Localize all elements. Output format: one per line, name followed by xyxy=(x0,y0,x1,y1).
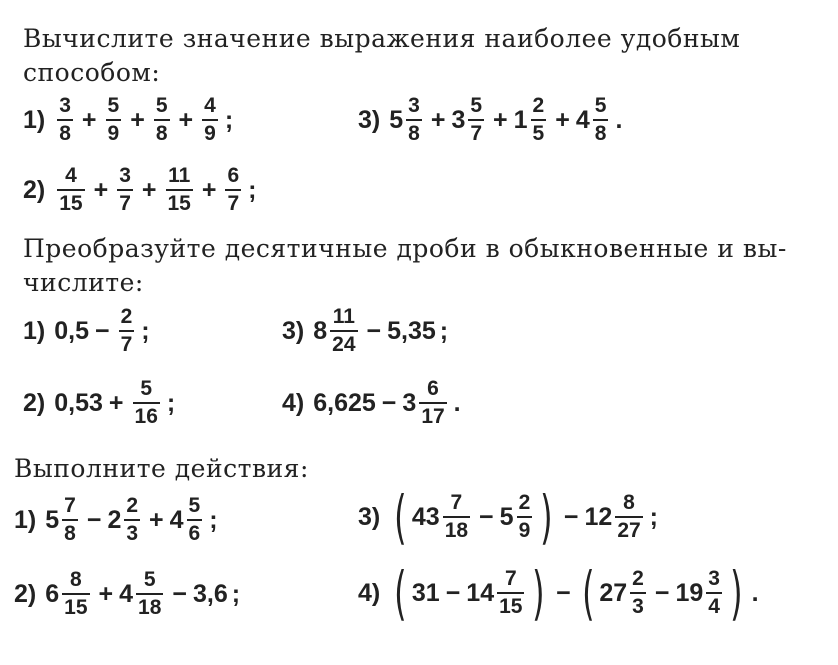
fraction: $\frac{8}{15}$ xyxy=(64,568,88,619)
punctuation: ; xyxy=(141,316,150,345)
minus-sign: − xyxy=(563,502,579,531)
exercise-number: 2) xyxy=(23,175,46,204)
plus-sign: + xyxy=(149,505,164,534)
punctuation: ; xyxy=(224,105,234,134)
punctuation: ; xyxy=(439,316,449,345)
fraction: $\frac{2}{9}$ xyxy=(518,491,531,542)
plus-sign: + xyxy=(178,105,194,134)
fraction: $\frac{7}{15}$ xyxy=(499,567,523,618)
task3-exercise-3: 3) ( 43 $\frac{7}{18}$ − 5 $\frac{2}{9}$ ) − 12 $\frac{8}{27}$ ; xyxy=(358,483,658,551)
task2-exercise-1: 1) 0,5 − $\frac{2}{7}$ ; xyxy=(23,305,150,356)
plus-sign: + xyxy=(493,105,508,134)
plus-sign: + xyxy=(555,105,570,134)
fraction: $\frac{5}{16}$ xyxy=(134,377,158,428)
punctuation: ; xyxy=(231,579,241,608)
task3-exercise-4: 4) ( 31 − 14 $\frac{7}{15}$ ) − ( 27 $\frac{2}{3}$ − 19 $\frac{3}{4}$ ) . xyxy=(358,559,759,627)
task2-heading-line1: Преобразуйте десятичные дроби в обыкновенные и вы- xyxy=(23,234,787,263)
minus-sign: − xyxy=(445,578,461,607)
fraction: $\frac{11}{24}$ xyxy=(332,305,356,356)
plus-sign: + xyxy=(430,105,446,134)
right-parenthesis: ) xyxy=(730,559,743,627)
task1-exercise-1 xyxy=(23,94,233,146)
fraction: $\frac{5}{6}$ xyxy=(188,494,201,545)
fraction: $\frac{6}{7}$ xyxy=(227,164,240,215)
exercise-number: 4) xyxy=(282,388,305,417)
right-parenthesis: ) xyxy=(540,483,553,551)
plus-sign: + xyxy=(201,175,217,204)
fraction: $\frac{6}{17}$ xyxy=(421,377,445,428)
exercise-number: 3) xyxy=(358,105,381,134)
fraction: $\frac{5}{9}$ xyxy=(107,94,120,145)
exercise-number: 1) xyxy=(23,105,46,134)
task1-exercise-2 xyxy=(23,164,256,216)
plus-sign: + xyxy=(130,105,145,134)
punctuation: ; xyxy=(166,388,176,417)
punctuation: . xyxy=(615,105,623,134)
minus-sign: − xyxy=(479,502,494,531)
fraction: $\frac{4}{15}$ xyxy=(59,164,83,215)
exercise-number: 4) xyxy=(358,578,381,607)
punctuation: . xyxy=(751,578,759,607)
plus-sign: + xyxy=(141,175,157,204)
fraction: $\frac{2}{3}$ xyxy=(126,494,139,545)
fraction: $\frac{7}{8}$ xyxy=(64,494,76,545)
task2-heading xyxy=(23,232,787,300)
task2-exercise-2: 2) 0,53 + $\frac{5}{16}$ ; xyxy=(23,377,176,428)
plus-sign: + xyxy=(93,175,109,204)
punctuation: . xyxy=(453,388,461,417)
fraction: $\frac{3}{7}$ xyxy=(119,164,131,215)
right-parenthesis: ) xyxy=(532,559,546,627)
fraction: $\frac{3}{8}$ xyxy=(59,94,71,145)
fraction: $\frac{5}{8}$ xyxy=(594,94,607,145)
task1-heading-line2: способом: xyxy=(23,58,161,87)
exercise-number: 1) xyxy=(14,505,37,534)
exercise-number: 3) xyxy=(282,316,305,345)
fraction: $\frac{2}{7}$ xyxy=(120,305,133,356)
task2-exercise-3: 3) 8 $\frac{11}{24}$ − 5,35 ; xyxy=(282,305,449,356)
fraction: $\frac{5}{7}$ xyxy=(470,94,483,145)
fraction: $\frac{11}{15}$ xyxy=(167,164,191,215)
task3-exercise-2: 2) 6 $\frac{8}{15}$ + 4 $\frac{5}{18}$ − 3,6 ; xyxy=(14,568,241,619)
left-parenthesis: ( xyxy=(394,559,407,627)
exercise-number: 2) xyxy=(23,388,46,417)
task3-exercise-1: 1) 5 $\frac{7}{8}$ − 2 $\frac{2}{3}$ + 4 $\frac{5}{6}$ ; xyxy=(14,494,218,545)
minus-sign: − xyxy=(172,579,187,608)
fraction: $\frac{2}{3}$ xyxy=(632,567,644,618)
fraction: $\frac{2}{5}$ xyxy=(532,94,545,145)
left-parenthesis: ( xyxy=(581,559,595,627)
exercise-number: 2) xyxy=(14,579,37,608)
plus-sign: + xyxy=(81,105,97,134)
minus-sign: − xyxy=(86,505,102,534)
task1-exercise-3: 3) 5 $\frac{3}{8}$ + 3 $\frac{5}{7}$ + 1 $\frac{2}{5}$ + 4 $\frac{5}{8}$ . xyxy=(358,94,623,145)
task1-heading-line1: Вычислите значение выражения наиболее удобным xyxy=(23,24,741,53)
plus-sign: + xyxy=(108,388,124,417)
fraction: $\frac{7}{18}$ xyxy=(444,491,469,542)
plus-sign: + xyxy=(98,579,114,608)
punctuation: ; xyxy=(248,175,257,204)
left-parenthesis: ( xyxy=(394,483,407,551)
fraction: $\frac{4}{9}$ xyxy=(204,94,216,145)
fraction: $\frac{3}{4}$ xyxy=(708,567,720,618)
exercise-number: 3) xyxy=(358,502,381,531)
exercise-number: 1) xyxy=(23,316,46,345)
minus-sign: − xyxy=(366,316,382,345)
minus-sign: − xyxy=(381,388,397,417)
minus-sign: − xyxy=(654,578,670,607)
task1-heading xyxy=(23,22,740,90)
task2-heading-line2: числите: xyxy=(23,268,144,297)
fraction: $\frac{5}{8}$ xyxy=(155,94,168,145)
minus-sign: − xyxy=(556,578,571,607)
punctuation: ; xyxy=(209,505,218,534)
punctuation: ; xyxy=(649,502,658,531)
task2-exercise-4: 4) 6,625 − 3 $\frac{6}{17}$ . xyxy=(282,377,461,428)
minus-sign: − xyxy=(95,316,110,345)
task3-heading: Выполните действия: xyxy=(14,454,309,483)
fraction: $\frac{5}{18}$ xyxy=(138,568,162,619)
fraction: $\frac{3}{8}$ xyxy=(408,94,420,145)
fraction: $\frac{8}{27}$ xyxy=(617,491,641,542)
